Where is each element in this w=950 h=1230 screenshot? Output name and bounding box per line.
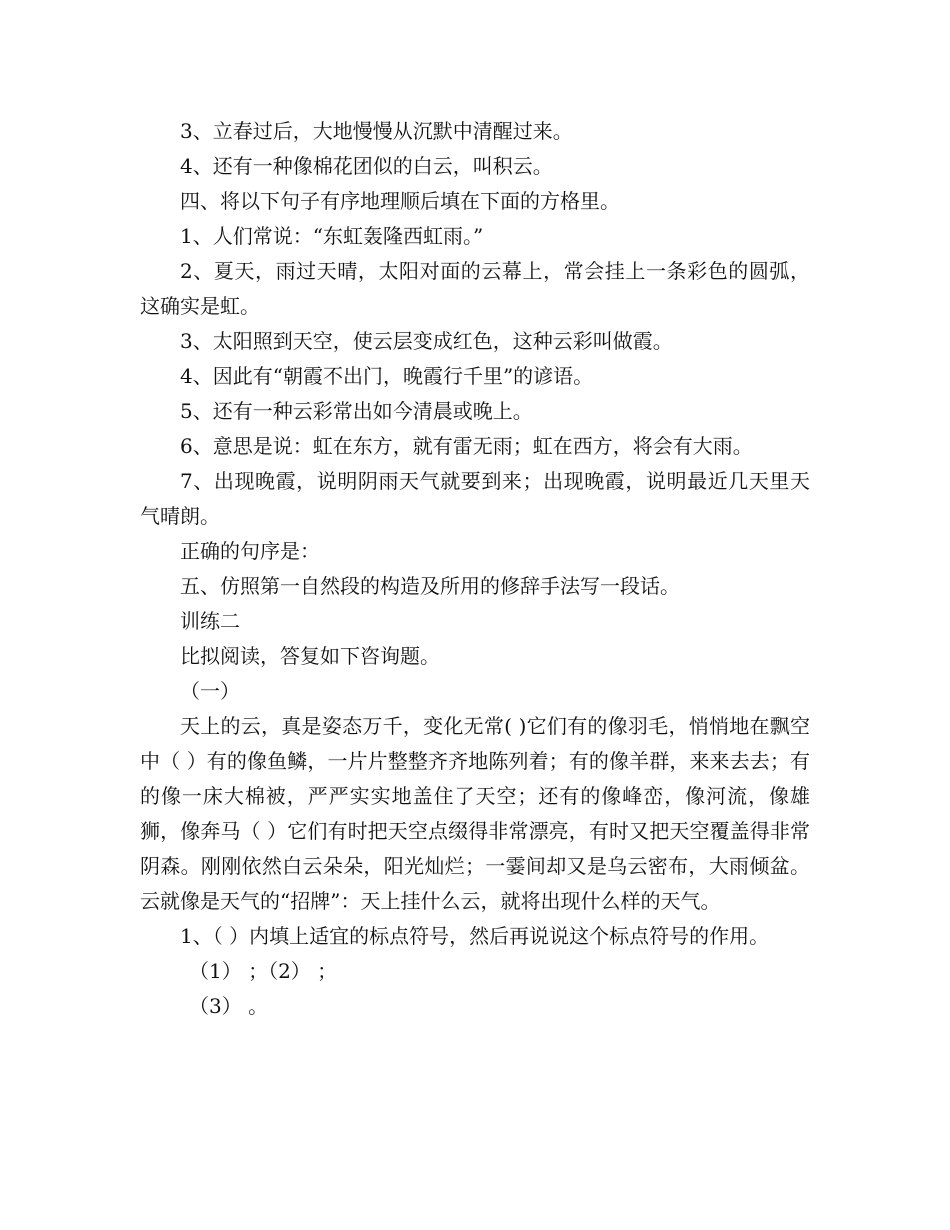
paragraph: 7、出现晚霞，说明阴雨天气就要到来；出现晚霞，说明最近几天里天气晴朗。 bbox=[140, 469, 810, 528]
paragraph: 正确的句序是： bbox=[180, 539, 320, 563]
answer-line: （1） ；（2） ； bbox=[189, 959, 338, 983]
answer-line: （3） 。 bbox=[189, 994, 269, 1018]
question: 1、（ ）内填上适宜的标点符号，然后再说说这个标点符号的作用。 bbox=[180, 924, 770, 948]
section-heading: 四、将以下句子有序地理顺后填在下面的方格里。 bbox=[180, 189, 620, 213]
paragraph: 3、太阳照到天空，使云层变成红色，这种云彩叫做霞。 bbox=[180, 329, 673, 353]
paragraph: 5、还有一种云彩常出如今清晨或晚上。 bbox=[180, 399, 533, 423]
paragraph: 4、还有一种像棉花团似的白云，叫积云。 bbox=[180, 154, 553, 178]
paragraph: 2、夏天，雨过天晴，太阳对面的云幕上，常会挂上一条彩色的圆弧，这确实是虹。 bbox=[140, 259, 810, 318]
paragraph: 3、立春过后，大地慢慢从沉默中清醒过来。 bbox=[180, 119, 573, 143]
paragraph: 比拟阅读，答复如下咨询题。 bbox=[180, 644, 440, 668]
section-heading: 五、仿照第一自然段的构造及所用的修辞手法写一段话。 bbox=[180, 574, 680, 598]
paragraph: 4、因此有“朝霞不出门，晚霞行千里”的谚语。 bbox=[180, 364, 594, 388]
subsection-label: （一） bbox=[180, 679, 240, 703]
reading-passage: 天上的云，真是姿态万千，变化无常( )它们有的像羽毛，悄悄地在飘空中（ ）有的像鱼鳞，一片片整整齐齐地陈列着；有的像羊群，来来去去；有的像一床大棉被，严严实实地盖住了天空；还有的像峰峦，像河流，像雄狮，像奔马（ ）它们有时把天空点缀得非常漂亮，有时又把天空覆盖得非常阴森。刚刚依然白云朵朵，阳光灿烂；一霎间却又是乌云密布，大雨倾盆。云就像是天气的“招牌”：天上挂什么云，就将出现什么样的天气。 bbox=[140, 714, 810, 913]
paragraph: 1、人们常说：“东虹轰隆西虹雨。” bbox=[180, 224, 484, 248]
paragraph: 6、意思是说：虹在东方，就有雷无雨；虹在西方，将会有大雨。 bbox=[180, 434, 753, 458]
section-heading: 训练二 bbox=[180, 609, 240, 633]
